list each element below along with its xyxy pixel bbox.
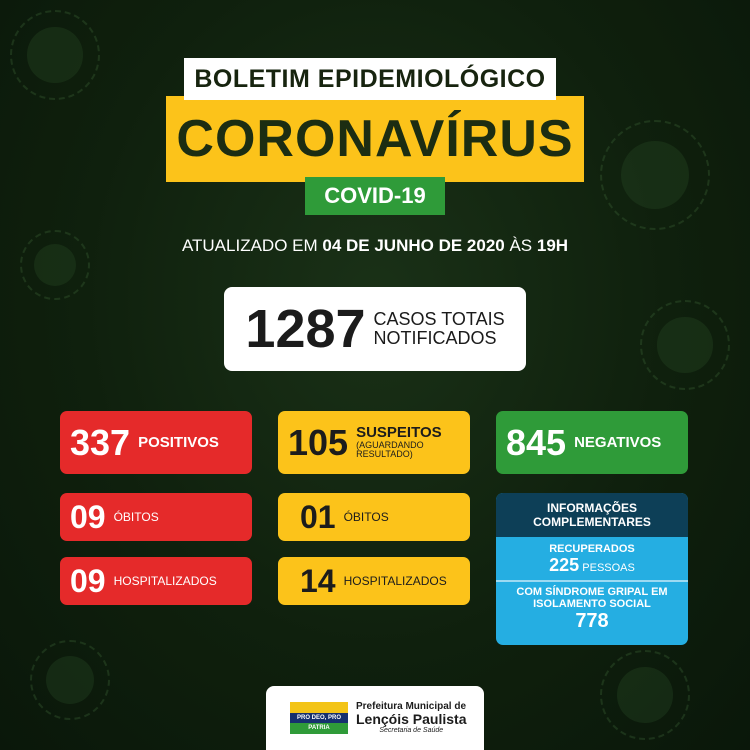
positives-card: [60, 411, 252, 474]
recovered-unit: PESSOAS: [582, 562, 635, 574]
virus-decoration: [10, 10, 100, 100]
updated-prefix: ATUALIZADO EM: [181, 236, 323, 255]
info-title-line2: COMPLEMENTARES: [533, 515, 651, 529]
suspects-note-line2: RESULTADO): [356, 449, 413, 460]
virus-decoration: [600, 650, 690, 740]
footer-line1: Prefeitura Municipal de: [356, 700, 467, 712]
recovered-value: 225: [549, 555, 580, 575]
footer-text: [356, 702, 466, 735]
positives-hospitalized-label: HOSPITALIZADOS: [113, 574, 217, 588]
updated-mid: ÀS: [504, 236, 537, 255]
suspects-note-line1: (AGUARDANDO: [356, 439, 424, 450]
info-title: [496, 493, 688, 537]
isolation-line1: COM SÍNDROME GRIPAL EM: [516, 586, 668, 598]
suspects-deaths-label: ÓBITOS: [343, 510, 389, 524]
total-label-line1: CASOS TOTAIS: [373, 309, 505, 330]
total-cases-card: [224, 287, 526, 371]
title-covid19: COVID-19: [305, 177, 445, 215]
flag-motto: PRO DEO, PRO PATRIA: [290, 713, 348, 723]
suspects-label: SUSPEITOS: [356, 424, 442, 442]
updated-line: [0, 236, 750, 256]
updated-date: 04 DE JUNHO DE 2020: [322, 236, 505, 255]
positives-hospitalized-card: [60, 557, 252, 605]
negatives-card: [496, 411, 688, 474]
isolation-line2: ISOLAMENTO SOCIAL: [533, 598, 651, 610]
suspects-deaths-card: [278, 493, 470, 541]
info-box: [496, 493, 688, 645]
positives-deaths-label: ÓBITOS: [113, 510, 159, 524]
virus-decoration: [600, 120, 710, 230]
positives-count: 337: [70, 421, 131, 463]
footer-line2: Lençóis Paulista: [356, 711, 467, 728]
positives-deaths-count: 09: [70, 498, 106, 535]
suspects-hospitalized-card: [278, 557, 470, 605]
positives-deaths-card: [60, 493, 252, 541]
virus-decoration: [30, 640, 110, 720]
suspects-hospitalized-label: HOSPITALIZADOS: [343, 574, 447, 588]
title-boletim: BOLETIM EPIDEMIOLÓGICO: [184, 58, 556, 100]
info-divider: [496, 580, 688, 582]
negatives-label: NEGATIVOS: [574, 434, 662, 451]
city-flag-icon: [290, 702, 348, 734]
positives-label: POSITIVOS: [138, 434, 219, 451]
total-label-line2: NOTIFICADOS: [373, 328, 497, 348]
negatives-count: 845: [506, 421, 567, 463]
positives-hospitalized-count: 09: [70, 562, 106, 599]
suspects-deaths-count: 01: [300, 498, 336, 535]
footer-logo: [266, 686, 484, 750]
suspects-hospitalized-count: 14: [300, 562, 336, 599]
virus-decoration: [640, 300, 730, 390]
updated-time: 19H: [536, 236, 569, 255]
total-cases-label: [374, 310, 505, 348]
total-cases-value: 1287: [245, 299, 366, 359]
isolation-value: 778: [575, 610, 609, 632]
title-coronavirus: CORONAVÍRUS: [166, 96, 584, 182]
suspects-label-group: [356, 425, 442, 460]
footer-line3: Secretaria de Saúde: [379, 726, 444, 734]
recovered-label: RECUPERADOS: [549, 543, 635, 555]
suspects-count: 105: [288, 421, 349, 463]
recovered-row: [496, 555, 688, 576]
suspects-card: [278, 411, 470, 474]
info-title-line1: INFORMAÇÕES: [547, 500, 637, 515]
